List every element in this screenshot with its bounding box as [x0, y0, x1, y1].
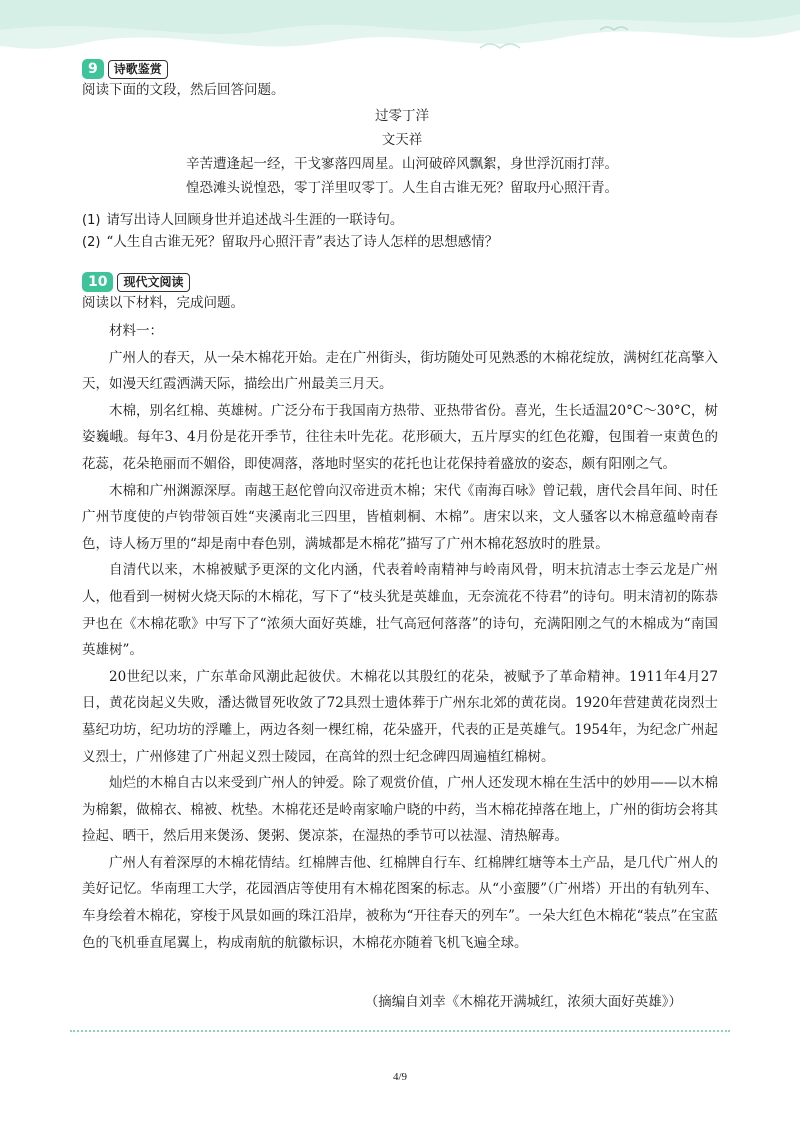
- question-text: 请写出诗人回顾身世并追述战斗生涯的一联诗句。: [106, 212, 404, 228]
- question-item: [82, 210, 403, 231]
- reading-passage: [82, 318, 718, 956]
- question-number-badge: 10: [82, 272, 113, 292]
- material-label: 材料一：: [109, 323, 163, 339]
- section-10-header: [82, 272, 190, 292]
- poem-line: 辛苦遭逢起一经，干戈寥落四周星。山河破碎风飘絮，身世浮沉雨打萍。: [186, 156, 618, 172]
- passage-paragraph: 广州人有着深厚的木棉花情结。红棉牌吉他、红棉牌自行车、红棉牌红塘等本土产品，是几代广州人的美好记忆。华南理工大学，花园酒店等使用有木棉花图案的标志。从“小蛮腰”（广州塔）开出的有轨列车、车身绘着木棉花，穿梭于风景如画的珠江沿岸，被称为“开往春天的列车”。一朵大红色木棉花“装点”在宝蓝色的飞机垂直尾翼上，构成南航的航徽标识，木棉花亦随着飞机飞遍全球。: [82, 854, 718, 951]
- poem-author: 文天祥: [381, 132, 423, 148]
- passage-paragraph: 自清代以来，木棉被赋予更深的文化内涵，代表着岭南精神与岭南风骨，明末抗清志士李云龙是广州人，他看到一树树火烧天际的木棉花，写下了“枝头犹是英雄血，无奈流花不待君”的诗句。明末清初的陈恭尹也在《木棉花歌》中写下了“浓须大面好英雄，壮气高冠何落落”的诗句，充满阳刚之气的木棉成为“南国英雄树”。: [82, 562, 718, 659]
- q9-instruction: 阅读下面的文段，然后回答问题。: [82, 82, 285, 98]
- question-item: [82, 232, 498, 253]
- question-number: (2): [82, 235, 101, 250]
- passage-paragraph: 木棉，别名红棉、英雄树。广泛分布于我国南方热带、亚热带省份。喜光，生长适温20°C～30°C，树姿巍峨。每年3、4月份是花开季节，往往未叶先花。花形硕大，五片厚实的红色花瓣，包围着一束黄色的花蕊，花朵艳丽而不媚俗，即使凋落，落地时坚实的花托也让花保持着盛放的姿态，颇有阳刚之气。: [82, 402, 718, 472]
- passage-paragraph: 木棉和广州渊源深厚。南越王赵佗曾向汉帝进贡木棉；宋代《南海百咏》曾记载，唐代会昌年间、时任广州节度使的卢钧带领百姓“夹溪南北三四里，皆植刺桐、木棉”。唐宋以来，文人骚客以木棉意蕴岭南春色，诗人杨万里的“却是南中春色别，满城都是木棉花”描写了广州木棉花怒放时的胜景。: [82, 482, 718, 552]
- question-text: “人生自古谁无死？留取丹心照汗青”表达了诗人怎样的思想感情？: [106, 234, 499, 250]
- question-number: (1): [82, 213, 101, 228]
- source-citation: （摘编自刘幸《木棉花开满城红，浓须大面好英雄》）: [364, 994, 682, 1010]
- passage-paragraph: 灿烂的木棉自古以来受到广州人的钟爱。除了观赏价值，广州人还发现木棉在生活中的妙用——以木棉为棉絮，做棉衣、棉被、枕垫。木棉花还是岭南家喻户晓的中药，当木棉花掉落在地上，广州的街坊会将其捡起、晒干，然后用来煲汤、煲粥、煲凉茶，在湿热的季节可以祛湿、清热解毒。: [82, 775, 718, 845]
- q10-instruction: 阅读以下材料，完成问题。: [82, 295, 244, 311]
- poem-line: 惶恐滩头说惶恐，零丁洋里叹零丁。人生自古谁无死？留取丹心照汗青。: [186, 180, 618, 196]
- page-number: 4/9: [392, 1071, 408, 1083]
- footer-divider: [70, 1030, 730, 1032]
- poem-title: 过零丁洋: [375, 108, 429, 124]
- section-tag: 诗歌鉴赏: [108, 60, 168, 79]
- question-number-badge: 9: [82, 59, 104, 79]
- section-9-header: [82, 59, 168, 79]
- section-tag: 现代文阅读: [117, 273, 189, 292]
- passage-paragraph: 广州人的春天，从一朵木棉花开始。走在广州街头，街坊随处可见熟悉的木棉花绽放，满树红花高擎入天，如漫天红霞洒满天际，描绘出广州最美三月天。: [82, 349, 718, 393]
- passage-paragraph: 20世纪以来，广东革命风潮此起彼伏。木棉花以其殷红的花朵，被赋予了革命精神。1911年4月27日，黄花岗起义失败，潘达微冒死收敛了72具烈士遗体葬于广州东北郊的黄花岗。1920年营建黄花岗烈士墓纪功坊，纪功坊的浮雕上，两边各刻一棵红棉，花朵盛开，代表的正是英雄气。1954年，为纪念广州起义烈士，广州修建了广州起义烈士陵园，在高耸的烈士纪念碑四周遍植红棉树。: [82, 668, 718, 765]
